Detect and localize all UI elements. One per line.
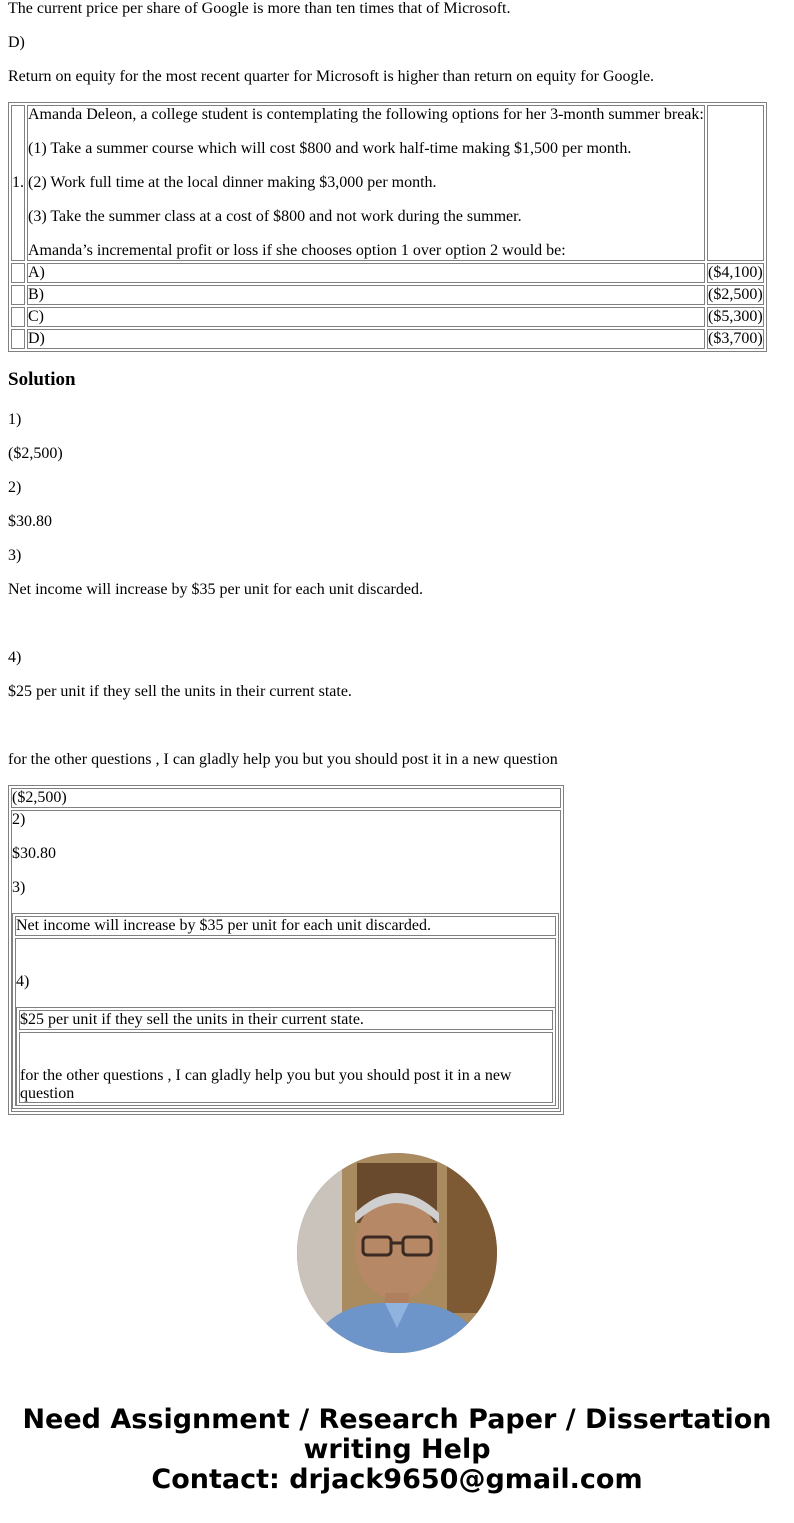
intro-line-roe: Return on equity for the most recent quarter for Microsoft is higher than return on equity for Google.	[8, 68, 655, 85]
option-label: A)	[28, 264, 45, 281]
nested-text: $25 per unit if they sell the units in their current state.	[20, 1011, 364, 1028]
cta-contact-email[interactable]: Contact: drjack9650@gmail.com	[151, 1464, 643, 1495]
question-stem-line: Amanda’s incremental profit or loss if she chooses option 1 over option 2 would be:	[28, 242, 566, 259]
solution-line: 4)	[8, 649, 22, 666]
nested-text: Net income will increase by $35 per unit for each unit discarded.	[16, 917, 431, 934]
option-empty-cell	[11, 285, 25, 305]
solution-line: 3)	[8, 547, 22, 564]
option-label-cell	[27, 263, 705, 283]
nested-text: 3)	[12, 879, 26, 896]
cta-line-2: writing Help	[303, 1434, 491, 1465]
solution-line: ($2,500)	[8, 445, 63, 462]
avatar-portrait-illustration	[297, 1153, 497, 1353]
question-empty-cell	[707, 105, 764, 261]
intro-line-google-price: The current price per share of Google is more than ten times that of Microsoft.	[8, 0, 511, 17]
question-stem-line: (3) Take the summer class at a cost of $800 and not work during the summer.	[28, 208, 522, 225]
nested-text: ($2,500)	[12, 789, 67, 806]
intro-option-d-label: D)	[8, 34, 25, 51]
option-label-cell	[27, 329, 705, 349]
option-value: ($3,700)	[708, 330, 763, 347]
author-avatar	[297, 1153, 497, 1353]
solution-line: 2)	[8, 479, 22, 496]
option-value: ($2,500)	[708, 286, 763, 303]
nested-cell	[11, 788, 561, 808]
option-label: B)	[28, 286, 44, 303]
nested-text: 2)	[12, 811, 26, 828]
question-stem-line: (1) Take a summer course which will cost $800 and work half-time making $1,500 per month.	[28, 140, 632, 157]
solution-line: 1)	[8, 411, 22, 428]
option-empty-cell	[11, 307, 25, 327]
solution-line: for the other questions , I can gladly help you but you should post it in a new question	[8, 751, 558, 768]
option-label-cell	[27, 285, 705, 305]
nested-text: question	[20, 1085, 75, 1102]
cta-line-1: Need Assignment / Research Paper / Dissertation	[22, 1404, 772, 1435]
option-empty-cell	[11, 329, 25, 349]
option-label-cell	[27, 307, 705, 327]
nested-text: $30.80	[12, 845, 56, 862]
nested-text: 4)	[16, 973, 30, 990]
question-stem-line: Amanda Deleon, a college student is contemplating the following options for her 3-month summer break:	[28, 106, 704, 123]
solution-line: Net income will increase by $35 per unit for each unit discarded.	[8, 581, 423, 598]
option-empty-cell	[11, 263, 25, 283]
solution-line: $25 per unit if they sell the units in their current state.	[8, 683, 352, 700]
option-value: ($4,100)	[708, 264, 763, 281]
nested-text: for the other questions , I can gladly help you but you should post it in a new	[20, 1067, 512, 1084]
option-value: ($5,300)	[708, 308, 763, 325]
solution-line: $30.80	[8, 513, 52, 530]
option-label: D)	[28, 330, 45, 347]
question-stem-line: (2) Work full time at the local dinner making $3,000 per month.	[28, 174, 437, 191]
question-number: 1.	[12, 174, 24, 191]
solution-heading: Solution	[8, 369, 76, 390]
option-label: C)	[28, 308, 44, 325]
